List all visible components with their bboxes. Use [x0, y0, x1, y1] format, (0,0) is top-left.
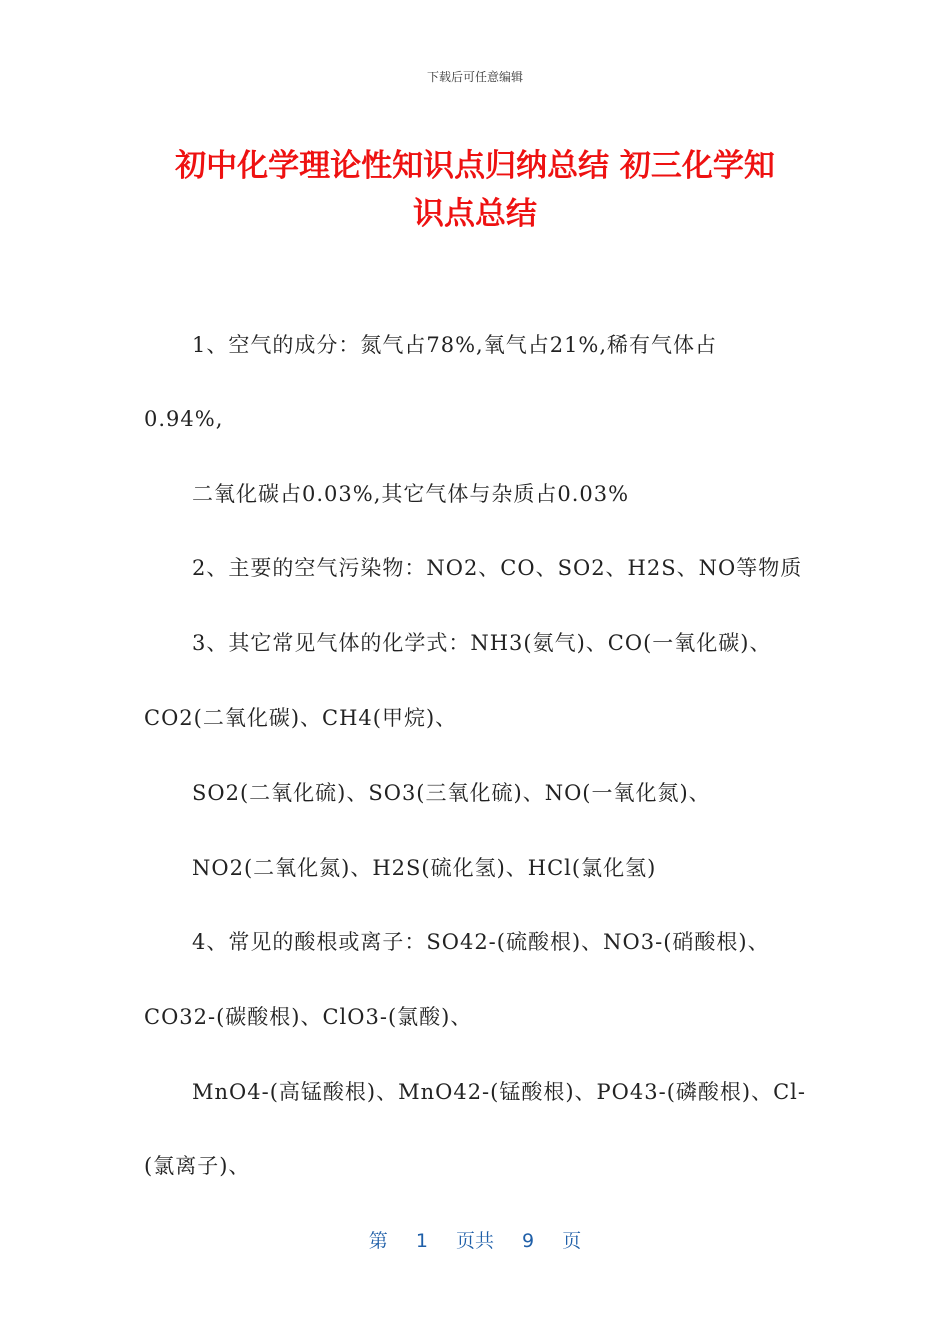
body-line-6: CO2(二氧化碳)、CH4(甲烷)、: [144, 706, 458, 730]
page-footer: [0, 1226, 950, 1253]
body-line-11: MnO4-(高锰酸根)、MnO42-(锰酸根)、PO43-(磷酸根)、Cl-: [192, 1080, 806, 1104]
body-line-12: (氯离子)、: [144, 1154, 251, 1178]
body-line-5: 3、其它常见气体的化学式：NH3(氨气)、CO(一氧化碳)、: [192, 631, 772, 655]
footer-suffix: 页: [562, 1230, 582, 1252]
body-line-4: 2、主要的空气污染物：NO2、CO、SO2、H2S、NO等物质: [192, 556, 803, 580]
body-line-10: CO32-(碳酸根)、ClO3-(氯酸)、: [144, 1005, 473, 1029]
body-line-9: 4、常见的酸根或离子：SO42-(硫酸根)、NO3-(硝酸根)、: [192, 930, 770, 954]
document-title-line-2: 识点总结: [413, 196, 537, 232]
body-line-7: SO2(二氧化硫)、SO3(三氧化硫)、NO(一氧化氮)、: [192, 781, 711, 805]
footer-page-number: 1: [415, 1230, 428, 1252]
footer-middle: 页共: [455, 1230, 494, 1252]
document-title: [120, 142, 830, 238]
body-line-2: 0.94%,: [144, 407, 224, 431]
body-line-8: NO2(二氧化氮)、H2S(硫化氢)、HCl(氯化氢): [192, 856, 657, 880]
body-line-1: 1、空气的成分：氮气占78%,氧气占21%,稀有气体占: [192, 333, 718, 357]
footer-prefix: 第: [368, 1230, 388, 1252]
body-line-3: 二氧化碳占0.03%,其它气体与杂质占0.03%: [192, 482, 630, 506]
page-header-note: 下载后可任意编辑: [426, 70, 523, 84]
document-title-line-1: 初中化学理论性知识点归纳总结 初三化学知: [175, 148, 775, 184]
footer-total-pages: 9: [522, 1230, 535, 1252]
